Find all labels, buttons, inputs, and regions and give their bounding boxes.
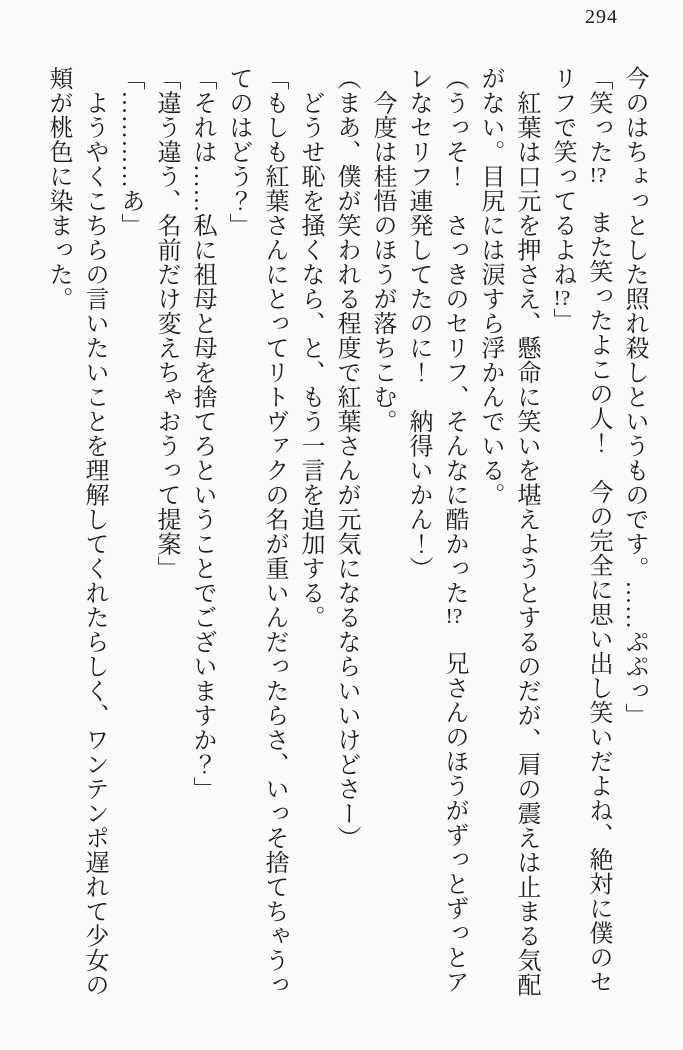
page-text bbox=[34, 66, 652, 1010]
text-line: どうせ恥を掻くなら、と、もう一言を追加する。 bbox=[297, 66, 323, 630]
text-line: 「それは……私に祖母と母を捨てろということでございますか？」 bbox=[189, 66, 215, 801]
text-line: （うっそ！ さっきのセリフ、そんなに酷かった!? 兄さんのほうがずっとずっとア bbox=[441, 66, 467, 995]
text-line: 「違う違う、名前だけ変えちゃおうって提案」 bbox=[153, 66, 179, 581]
text-line: （まあ、僕が笑われる程度で紅葉さんが元気になるならいいけどさー） bbox=[333, 66, 359, 850]
text-line: ようやくこちらの言いたいことを理解してくれたらしく、ワンテンポ遅れて少女の bbox=[81, 66, 107, 997]
text-line: リフで笑ってるよね!?」 bbox=[549, 66, 575, 333]
text-line: がない。目尻には涙すら浮かんでいる。 bbox=[477, 66, 503, 507]
text-line: 「笑った!? また笑ったよこの人！ 今の完全に思い出し笑いだよね、絶対に僕のセ bbox=[585, 66, 611, 995]
page-number: 294 bbox=[585, 6, 618, 28]
interrobang: !? bbox=[445, 605, 463, 627]
text-line: てのはどう？」 bbox=[225, 66, 251, 238]
text-line: 今度は桂悟のほうが落ちこむ。 bbox=[369, 66, 395, 434]
text-line: レなセリフ連発してたのに！ 納得いかん！） bbox=[405, 66, 431, 581]
text-line: 頬が桃色に染まった。 bbox=[45, 66, 71, 311]
interrobang: !? bbox=[553, 286, 571, 309]
text-line: 紅葉は口元を押さえ、懸命に笑いを堪えようとするのだが、肩の震えは止まる気配 bbox=[513, 66, 539, 997]
text-line: 「…………あ」 bbox=[117, 66, 143, 238]
text-line: 今のはちょっとした照れ殺しというものです。……ぷぷっ」 bbox=[621, 66, 647, 728]
interrobang: !? bbox=[589, 164, 607, 186]
text-line: 「もしも紅葉さんにとってリトヴァクの名が重いんだったらさ、いっそ捨てちゃうっ bbox=[261, 66, 287, 997]
